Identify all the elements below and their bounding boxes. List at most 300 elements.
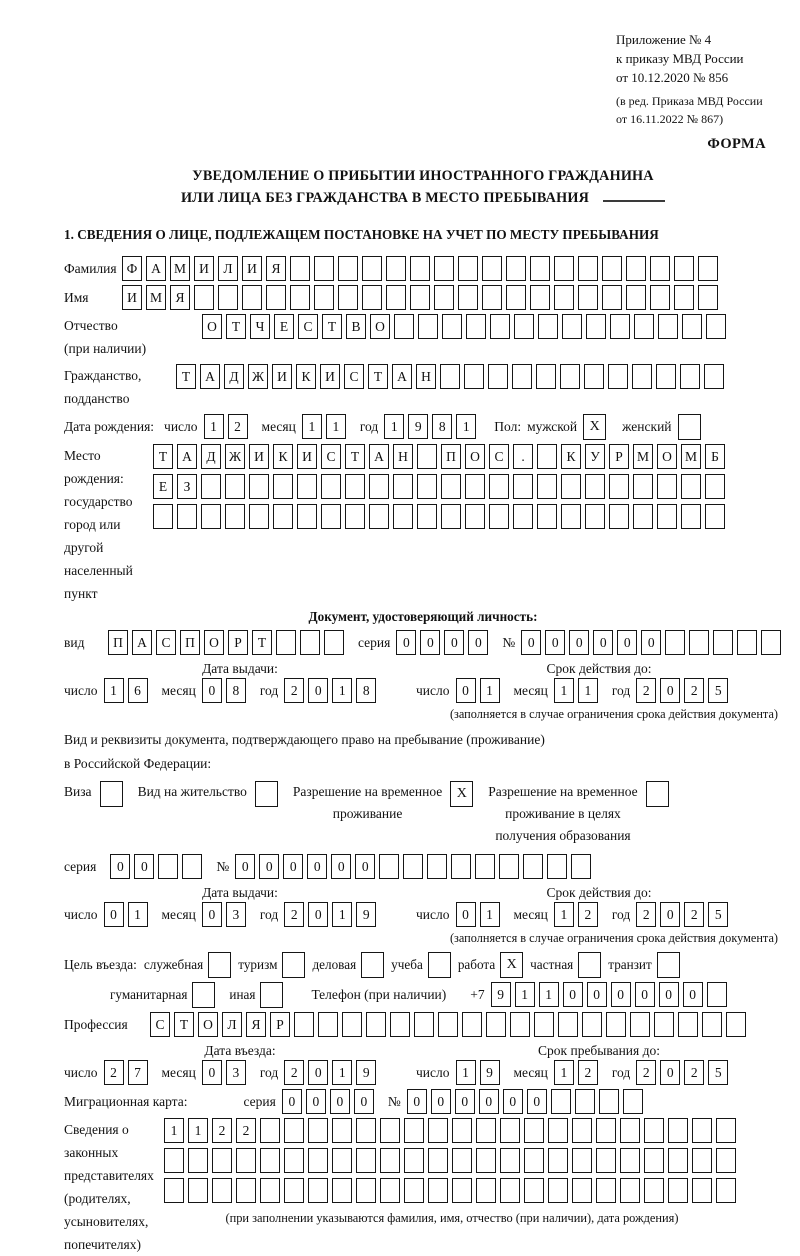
char-cell[interactable] — [561, 474, 581, 499]
char-cell[interactable]: 3 — [226, 902, 246, 927]
char-cell[interactable]: А — [177, 444, 197, 469]
char-cell[interactable]: 0 — [307, 854, 327, 879]
char-cell[interactable]: 9 — [491, 982, 511, 1007]
char-cell[interactable]: Р — [609, 444, 629, 469]
char-cell[interactable]: 2 — [684, 1060, 704, 1085]
char-cell[interactable]: 0 — [479, 1089, 499, 1114]
char-cell[interactable]: С — [489, 444, 509, 469]
char-cell[interactable] — [369, 504, 389, 529]
char-cell[interactable] — [524, 1118, 544, 1143]
char-cell[interactable] — [332, 1178, 352, 1203]
char-cell[interactable] — [404, 1178, 424, 1203]
char-cell[interactable] — [466, 314, 486, 339]
char-cell[interactable]: 9 — [356, 1060, 376, 1085]
char-cell[interactable] — [705, 474, 725, 499]
char-cell[interactable] — [585, 474, 605, 499]
char-cell[interactable] — [596, 1118, 616, 1143]
char-cell[interactable] — [548, 1178, 568, 1203]
char-cell[interactable] — [476, 1178, 496, 1203]
char-cell[interactable] — [644, 1148, 664, 1173]
char-cell[interactable] — [390, 1012, 410, 1037]
char-cell[interactable] — [308, 1118, 328, 1143]
char-cell[interactable] — [308, 1148, 328, 1173]
char-cell[interactable]: 9 — [356, 902, 376, 927]
residence-permit-checkbox[interactable] — [255, 781, 278, 807]
char-cell[interactable] — [201, 474, 221, 499]
char-cell[interactable]: 1 — [539, 982, 559, 1007]
char-cell[interactable]: 1 — [554, 678, 574, 703]
char-cell[interactable] — [626, 256, 646, 281]
char-cell[interactable]: О — [657, 444, 677, 469]
char-cell[interactable] — [369, 474, 389, 499]
char-cell[interactable] — [260, 1178, 280, 1203]
char-cell[interactable] — [273, 504, 293, 529]
char-cell[interactable] — [324, 630, 344, 655]
char-cell[interactable] — [441, 474, 461, 499]
char-cell[interactable] — [356, 1148, 376, 1173]
char-cell[interactable] — [489, 474, 509, 499]
char-cell[interactable]: 0 — [593, 630, 613, 655]
char-cell[interactable]: 0 — [545, 630, 565, 655]
char-cell[interactable] — [572, 1178, 592, 1203]
char-cell[interactable]: Л — [218, 256, 238, 281]
char-cell[interactable]: П — [441, 444, 461, 469]
char-cell[interactable]: 1 — [480, 678, 500, 703]
char-cell[interactable]: 1 — [456, 414, 476, 439]
char-cell[interactable]: 1 — [332, 1060, 352, 1085]
char-cell[interactable]: 0 — [659, 982, 679, 1007]
char-cell[interactable] — [490, 314, 510, 339]
purpose-official-checkbox[interactable] — [208, 952, 231, 978]
char-cell[interactable] — [428, 1178, 448, 1203]
char-cell[interactable]: 2 — [578, 902, 598, 927]
char-cell[interactable] — [345, 504, 365, 529]
visa-checkbox[interactable] — [100, 781, 123, 807]
char-cell[interactable] — [414, 1012, 434, 1037]
char-cell[interactable] — [534, 1012, 554, 1037]
char-cell[interactable] — [488, 364, 508, 389]
char-cell[interactable]: 2 — [636, 902, 656, 927]
char-cell[interactable]: С — [298, 314, 318, 339]
char-cell[interactable] — [571, 854, 591, 879]
char-cell[interactable] — [218, 285, 238, 310]
char-cell[interactable] — [547, 854, 567, 879]
char-cell[interactable]: 0 — [456, 678, 476, 703]
char-cell[interactable]: Я — [266, 256, 286, 281]
purpose-humanitarian-checkbox[interactable] — [192, 982, 215, 1008]
char-cell[interactable] — [452, 1148, 472, 1173]
char-cell[interactable] — [632, 364, 652, 389]
char-cell[interactable] — [356, 1178, 376, 1203]
char-cell[interactable] — [393, 504, 413, 529]
char-cell[interactable] — [554, 256, 574, 281]
char-cell[interactable] — [657, 504, 677, 529]
char-cell[interactable] — [462, 1012, 482, 1037]
char-cell[interactable] — [561, 504, 581, 529]
purpose-transit-checkbox[interactable] — [657, 952, 680, 978]
char-cell[interactable]: 0 — [110, 854, 130, 879]
char-cell[interactable]: Д — [224, 364, 244, 389]
char-cell[interactable] — [212, 1178, 232, 1203]
char-cell[interactable]: 1 — [104, 678, 124, 703]
char-cell[interactable] — [530, 285, 550, 310]
char-cell[interactable]: З — [177, 474, 197, 499]
char-cell[interactable]: 2 — [284, 678, 304, 703]
char-cell[interactable] — [500, 1118, 520, 1143]
char-cell[interactable] — [417, 504, 437, 529]
char-cell[interactable] — [548, 1148, 568, 1173]
char-cell[interactable] — [523, 854, 543, 879]
char-cell[interactable]: К — [561, 444, 581, 469]
char-cell[interactable] — [194, 285, 214, 310]
char-cell[interactable] — [428, 1148, 448, 1173]
char-cell[interactable]: И — [272, 364, 292, 389]
char-cell[interactable]: С — [150, 1012, 170, 1037]
char-cell[interactable] — [284, 1118, 304, 1143]
char-cell[interactable] — [475, 854, 495, 879]
char-cell[interactable] — [713, 630, 733, 655]
char-cell[interactable]: 0 — [308, 1060, 328, 1085]
char-cell[interactable]: 2 — [236, 1118, 256, 1143]
char-cell[interactable]: 0 — [641, 630, 661, 655]
char-cell[interactable] — [610, 314, 630, 339]
char-cell[interactable] — [702, 1012, 722, 1037]
char-cell[interactable]: 8 — [226, 678, 246, 703]
char-cell[interactable]: 0 — [259, 854, 279, 879]
char-cell[interactable] — [692, 1118, 712, 1143]
char-cell[interactable]: 0 — [282, 1089, 302, 1114]
char-cell[interactable]: 0 — [563, 982, 583, 1007]
char-cell[interactable] — [188, 1148, 208, 1173]
char-cell[interactable]: М — [170, 256, 190, 281]
char-cell[interactable] — [524, 1148, 544, 1173]
char-cell[interactable]: М — [146, 285, 166, 310]
char-cell[interactable] — [513, 474, 533, 499]
temp-residence-checkbox[interactable]: X — [450, 781, 473, 807]
char-cell[interactable] — [585, 504, 605, 529]
purpose-other-checkbox[interactable] — [260, 982, 283, 1008]
char-cell[interactable] — [332, 1148, 352, 1173]
char-cell[interactable]: 2 — [104, 1060, 124, 1085]
char-cell[interactable] — [578, 256, 598, 281]
char-cell[interactable] — [572, 1148, 592, 1173]
char-cell[interactable] — [650, 256, 670, 281]
char-cell[interactable] — [482, 285, 502, 310]
char-cell[interactable] — [668, 1178, 688, 1203]
char-cell[interactable] — [506, 256, 526, 281]
char-cell[interactable]: 0 — [331, 854, 351, 879]
char-cell[interactable] — [586, 314, 606, 339]
char-cell[interactable]: Л — [222, 1012, 242, 1037]
char-cell[interactable]: Д — [201, 444, 221, 469]
char-cell[interactable] — [705, 504, 725, 529]
char-cell[interactable]: 1 — [164, 1118, 184, 1143]
char-cell[interactable] — [410, 285, 430, 310]
char-cell[interactable]: О — [204, 630, 224, 655]
char-cell[interactable] — [524, 1178, 544, 1203]
char-cell[interactable] — [716, 1178, 736, 1203]
char-cell[interactable] — [602, 256, 622, 281]
char-cell[interactable]: 0 — [308, 902, 328, 927]
char-cell[interactable] — [428, 1118, 448, 1143]
char-cell[interactable]: 2 — [684, 678, 704, 703]
char-cell[interactable]: И — [194, 256, 214, 281]
char-cell[interactable] — [188, 1178, 208, 1203]
char-cell[interactable]: О — [198, 1012, 218, 1037]
char-cell[interactable]: 1 — [480, 902, 500, 927]
char-cell[interactable] — [620, 1178, 640, 1203]
char-cell[interactable]: Т — [345, 444, 365, 469]
char-cell[interactable]: Е — [274, 314, 294, 339]
char-cell[interactable] — [434, 256, 454, 281]
char-cell[interactable]: 0 — [202, 678, 222, 703]
char-cell[interactable]: Т — [252, 630, 272, 655]
char-cell[interactable] — [698, 285, 718, 310]
char-cell[interactable] — [554, 285, 574, 310]
char-cell[interactable]: П — [180, 630, 200, 655]
char-cell[interactable] — [761, 630, 781, 655]
char-cell[interactable]: 0 — [202, 902, 222, 927]
char-cell[interactable] — [441, 504, 461, 529]
char-cell[interactable] — [681, 504, 701, 529]
char-cell[interactable]: С — [344, 364, 364, 389]
char-cell[interactable] — [482, 256, 502, 281]
char-cell[interactable]: 2 — [636, 678, 656, 703]
char-cell[interactable] — [665, 630, 685, 655]
char-cell[interactable] — [332, 1118, 352, 1143]
char-cell[interactable]: Т — [226, 314, 246, 339]
char-cell[interactable]: 0 — [308, 678, 328, 703]
char-cell[interactable] — [362, 285, 382, 310]
char-cell[interactable] — [668, 1148, 688, 1173]
char-cell[interactable]: 0 — [660, 902, 680, 927]
char-cell[interactable]: 0 — [456, 902, 476, 927]
char-cell[interactable] — [276, 630, 296, 655]
char-cell[interactable]: А — [200, 364, 220, 389]
char-cell[interactable]: К — [273, 444, 293, 469]
char-cell[interactable] — [290, 285, 310, 310]
char-cell[interactable] — [394, 314, 414, 339]
char-cell[interactable]: А — [392, 364, 412, 389]
char-cell[interactable]: Т — [322, 314, 342, 339]
char-cell[interactable] — [284, 1148, 304, 1173]
char-cell[interactable] — [530, 256, 550, 281]
char-cell[interactable] — [314, 256, 334, 281]
char-cell[interactable] — [682, 314, 702, 339]
char-cell[interactable]: С — [156, 630, 176, 655]
char-cell[interactable] — [668, 1118, 688, 1143]
char-cell[interactable]: А — [369, 444, 389, 469]
char-cell[interactable] — [620, 1148, 640, 1173]
char-cell[interactable]: 0 — [468, 630, 488, 655]
char-cell[interactable] — [476, 1118, 496, 1143]
char-cell[interactable] — [737, 630, 757, 655]
char-cell[interactable]: И — [297, 444, 317, 469]
char-cell[interactable] — [464, 364, 484, 389]
char-cell[interactable] — [537, 474, 557, 499]
char-cell[interactable] — [654, 1012, 674, 1037]
char-cell[interactable]: 0 — [431, 1089, 451, 1114]
char-cell[interactable] — [440, 364, 460, 389]
char-cell[interactable]: 5 — [708, 678, 728, 703]
sex-male-checkbox[interactable]: X — [583, 414, 606, 440]
char-cell[interactable] — [404, 1148, 424, 1173]
char-cell[interactable] — [602, 285, 622, 310]
char-cell[interactable]: Р — [270, 1012, 290, 1037]
char-cell[interactable]: 2 — [636, 1060, 656, 1085]
char-cell[interactable] — [452, 1118, 472, 1143]
char-cell[interactable] — [201, 504, 221, 529]
char-cell[interactable] — [345, 474, 365, 499]
char-cell[interactable]: 0 — [617, 630, 637, 655]
char-cell[interactable] — [537, 444, 557, 469]
char-cell[interactable] — [442, 314, 462, 339]
char-cell[interactable]: 0 — [306, 1089, 326, 1114]
char-cell[interactable] — [177, 504, 197, 529]
char-cell[interactable]: И — [320, 364, 340, 389]
char-cell[interactable]: 8 — [356, 678, 376, 703]
char-cell[interactable]: Я — [170, 285, 190, 310]
char-cell[interactable] — [379, 854, 399, 879]
purpose-tourism-checkbox[interactable] — [282, 952, 305, 978]
char-cell[interactable] — [297, 504, 317, 529]
char-cell[interactable] — [404, 1118, 424, 1143]
char-cell[interactable] — [236, 1178, 256, 1203]
char-cell[interactable] — [609, 504, 629, 529]
char-cell[interactable] — [512, 364, 532, 389]
char-cell[interactable]: 0 — [354, 1089, 374, 1114]
char-cell[interactable] — [644, 1178, 664, 1203]
char-cell[interactable]: 5 — [708, 1060, 728, 1085]
char-cell[interactable] — [294, 1012, 314, 1037]
char-cell[interactable] — [689, 630, 709, 655]
char-cell[interactable]: 0 — [330, 1089, 350, 1114]
char-cell[interactable] — [342, 1012, 362, 1037]
char-cell[interactable]: И — [242, 256, 262, 281]
char-cell[interactable] — [634, 314, 654, 339]
char-cell[interactable] — [284, 1178, 304, 1203]
char-cell[interactable] — [321, 504, 341, 529]
char-cell[interactable] — [633, 474, 653, 499]
char-cell[interactable]: М — [633, 444, 653, 469]
char-cell[interactable]: 0 — [134, 854, 154, 879]
char-cell[interactable] — [726, 1012, 746, 1037]
char-cell[interactable]: 8 — [432, 414, 452, 439]
char-cell[interactable] — [297, 474, 317, 499]
char-cell[interactable]: Т — [368, 364, 388, 389]
char-cell[interactable] — [236, 1148, 256, 1173]
char-cell[interactable] — [650, 285, 670, 310]
char-cell[interactable]: Ж — [248, 364, 268, 389]
char-cell[interactable]: 2 — [684, 902, 704, 927]
char-cell[interactable] — [599, 1089, 619, 1114]
char-cell[interactable] — [153, 504, 173, 529]
char-cell[interactable] — [486, 1012, 506, 1037]
char-cell[interactable]: Т — [153, 444, 173, 469]
char-cell[interactable]: 0 — [355, 854, 375, 879]
char-cell[interactable] — [562, 314, 582, 339]
char-cell[interactable]: 0 — [660, 678, 680, 703]
purpose-business-checkbox[interactable] — [361, 952, 384, 978]
char-cell[interactable] — [308, 1178, 328, 1203]
char-cell[interactable] — [575, 1089, 595, 1114]
char-cell[interactable] — [182, 854, 202, 879]
char-cell[interactable] — [572, 1118, 592, 1143]
char-cell[interactable]: Н — [416, 364, 436, 389]
char-cell[interactable] — [558, 1012, 578, 1037]
char-cell[interactable] — [458, 285, 478, 310]
char-cell[interactable]: 0 — [407, 1089, 427, 1114]
char-cell[interactable] — [403, 854, 423, 879]
char-cell[interactable]: 0 — [420, 630, 440, 655]
char-cell[interactable]: 0 — [660, 1060, 680, 1085]
char-cell[interactable] — [366, 1012, 386, 1037]
char-cell[interactable] — [164, 1178, 184, 1203]
char-cell[interactable]: А — [146, 256, 166, 281]
char-cell[interactable] — [698, 256, 718, 281]
char-cell[interactable]: 3 — [226, 1060, 246, 1085]
char-cell[interactable]: 0 — [455, 1089, 475, 1114]
char-cell[interactable]: 1 — [128, 902, 148, 927]
char-cell[interactable] — [427, 854, 447, 879]
char-cell[interactable] — [678, 1012, 698, 1037]
char-cell[interactable] — [458, 256, 478, 281]
char-cell[interactable] — [417, 474, 437, 499]
char-cell[interactable] — [630, 1012, 650, 1037]
char-cell[interactable]: К — [296, 364, 316, 389]
char-cell[interactable] — [623, 1089, 643, 1114]
purpose-study-checkbox[interactable] — [428, 952, 451, 978]
char-cell[interactable]: 1 — [326, 414, 346, 439]
char-cell[interactable]: Я — [246, 1012, 266, 1037]
char-cell[interactable] — [266, 285, 286, 310]
char-cell[interactable] — [692, 1178, 712, 1203]
char-cell[interactable] — [674, 285, 694, 310]
education-residence-checkbox[interactable] — [646, 781, 669, 807]
char-cell[interactable]: 0 — [202, 1060, 222, 1085]
char-cell[interactable] — [158, 854, 178, 879]
char-cell[interactable] — [513, 504, 533, 529]
char-cell[interactable] — [273, 474, 293, 499]
char-cell[interactable] — [674, 256, 694, 281]
char-cell[interactable]: В — [346, 314, 366, 339]
char-cell[interactable] — [465, 474, 485, 499]
char-cell[interactable] — [338, 285, 358, 310]
char-cell[interactable] — [338, 256, 358, 281]
char-cell[interactable] — [242, 285, 262, 310]
char-cell[interactable]: Р — [228, 630, 248, 655]
char-cell[interactable]: 0 — [569, 630, 589, 655]
purpose-private-checkbox[interactable] — [578, 952, 601, 978]
char-cell[interactable] — [608, 364, 628, 389]
char-cell[interactable]: 2 — [228, 414, 248, 439]
char-cell[interactable] — [380, 1118, 400, 1143]
char-cell[interactable]: 0 — [527, 1089, 547, 1114]
char-cell[interactable] — [260, 1118, 280, 1143]
char-cell[interactable] — [656, 364, 676, 389]
char-cell[interactable] — [500, 1178, 520, 1203]
char-cell[interactable]: П — [108, 630, 128, 655]
char-cell[interactable]: 1 — [554, 902, 574, 927]
char-cell[interactable] — [578, 285, 598, 310]
char-cell[interactable] — [716, 1118, 736, 1143]
char-cell[interactable]: 1 — [302, 414, 322, 439]
char-cell[interactable] — [438, 1012, 458, 1037]
char-cell[interactable]: 9 — [408, 414, 428, 439]
char-cell[interactable]: Т — [174, 1012, 194, 1037]
char-cell[interactable]: 2 — [212, 1118, 232, 1143]
char-cell[interactable] — [536, 364, 556, 389]
